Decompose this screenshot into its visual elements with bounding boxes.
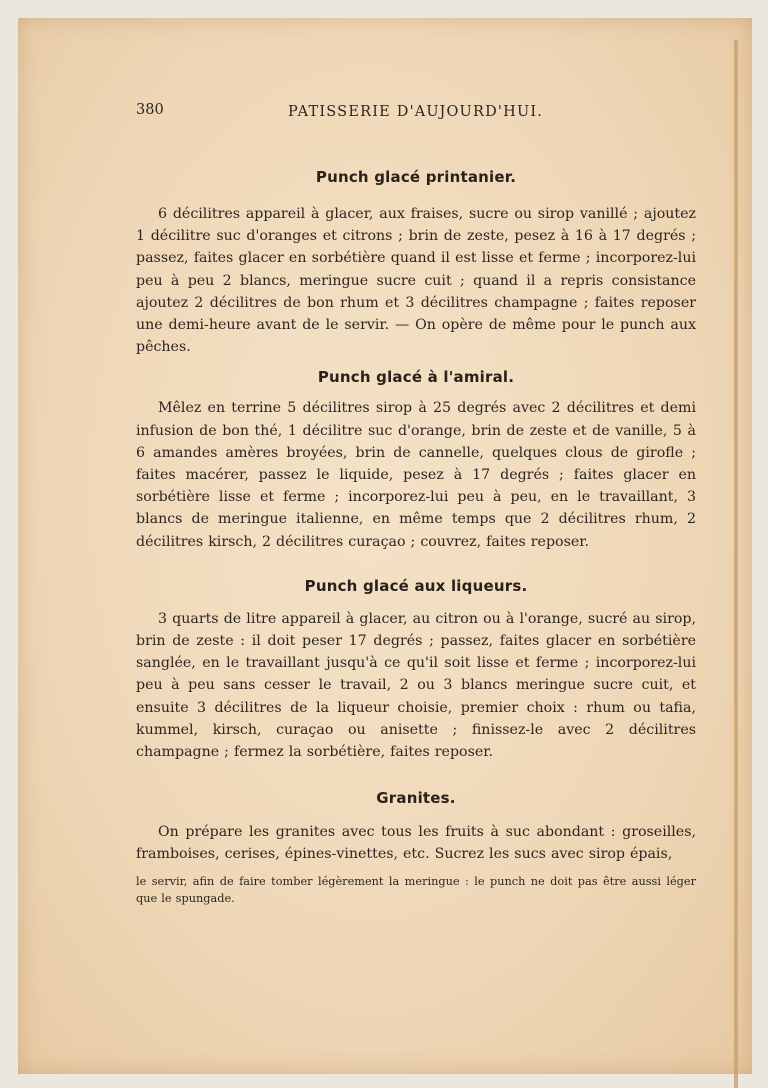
section-title: Punch glacé printanier. xyxy=(315,168,517,186)
footnote-text: le servir, afin de faire tomber légèrement la meringue : le punch ne doit pas être aussi léger que le spungade. xyxy=(136,874,696,905)
page-text-block xyxy=(136,102,696,907)
page-header xyxy=(136,102,696,124)
section-body: 6 décilitres appareil à glacer, aux fraises, sucre ou sirop vanillé ; ajoutez 1 décilitre suc d'oranges et citrons ; brin de zeste, pesez à 16 à 17 degrés ; passez, faites glacer en sorbétière quand il est lisse et ferme ; incorporez-lui peu à peu 2 blancs, meringue sucre cuit ; quand il a repris consistance ajoutez 2 décilitres de bon rhum et 3 décilitres champagne ; faites reposer une demi-heure avant de le servir. — On opère de même pour le punch aux pêches. xyxy=(136,206,696,356)
section-title: Punch glacé à l'amiral. xyxy=(317,368,515,387)
section-title: Granites. xyxy=(376,789,456,808)
section-body: Mêlez en terrine 5 décilitres sirop à 25 degrés avec 2 décilitres et demi infusion de bon thé, 1 décilitre suc d'orange, brin de zeste et de vanille, 5 à 6 amandes amères broyées, brin de cannelle, quelques clous de girofle ; faites macérer, passez le liquide, pesez à 17 degrés ; faites glacer en sorbétière lisse et ferme ; incorporez-lui peu à peu, en le travaillant, 3 blancs de meringue italienne, en même temps que 2 décilitres rhum, 2 décilitres kirsch, 2 décilitres curaçao ; couvrez, faites reposer. xyxy=(136,400,696,550)
section-body: 3 quarts de litre appareil à glacer, au citron ou à l'orange, sucré au sirop, brin de zeste : il doit peser 17 degrés ; passez, faites glacer en sorbétière sanglée, en le travaillant jusqu'à ce qu'il soit lisse et ferme ; incorporez-lui peu à peu sans cesser le travail, 2 ou 3 blancs meringue sucre cuit, et ensuite 3 décilitres de la liqueur choisie, premier choix : rhum ou tafia, kummel, kirsch, curaçao ou anisette ; finissez-le avec 2 décilitres champagne ; fermez la sorbétière, faites reposer. xyxy=(136,610,696,761)
running-title: PATISSERIE D'AUJOURD'HUI. xyxy=(288,104,544,120)
section-body: On prépare les granites avec tous les fruits à suc abondant : groseilles, framboises, cerises, épines-vinettes, etc. Sucrez les sucs avec sirop épais, xyxy=(136,824,696,863)
page-edge-shadow xyxy=(734,40,738,1088)
section-title: Punch glacé aux liqueurs. xyxy=(304,576,528,595)
page-number: 380 xyxy=(136,102,164,118)
